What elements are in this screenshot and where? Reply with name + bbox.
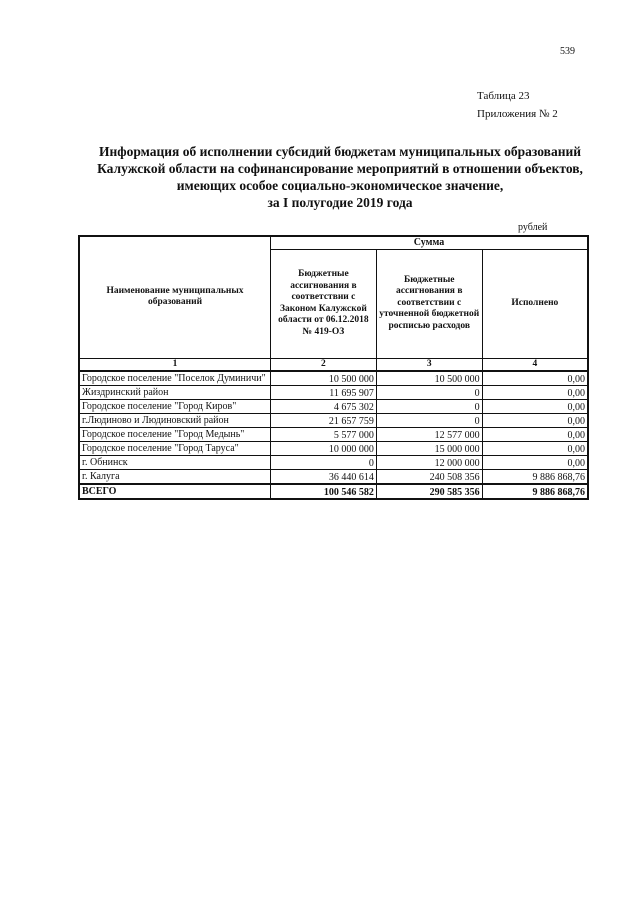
total-label: ВСЕГО (79, 484, 271, 499)
table-row (79, 442, 588, 456)
row-refined-value: 10 500 000 (376, 371, 482, 386)
title-line: за I полугодие 2019 года (267, 195, 413, 210)
table-row (79, 371, 588, 386)
total-law-value: 100 546 582 (271, 484, 377, 499)
table-row (79, 456, 588, 470)
row-name: Городское поселение "Поселок Думиничи" (79, 371, 271, 386)
appendix-reference: Приложения № 2 (477, 108, 558, 120)
row-name: Жиздринский район (79, 386, 271, 400)
total-row (79, 484, 588, 499)
row-refined-value: 12 577 000 (376, 428, 482, 442)
row-name: Городское поселение "Город Медынь" (79, 428, 271, 442)
row-executed-value: 0,00 (482, 400, 588, 414)
header-sum: Сумма (271, 236, 589, 249)
row-law-value: 4 675 302 (271, 400, 377, 414)
row-name: г. Обнинск (79, 456, 271, 470)
table-row (79, 428, 588, 442)
row-name: г. Калуга (79, 470, 271, 485)
table-row (79, 470, 588, 485)
row-executed-value: 0,00 (482, 371, 588, 386)
row-name: Городское поселение "Город Киров" (79, 400, 271, 414)
row-executed-value: 0,00 (482, 428, 588, 442)
title-line: Информация об исполнении субсидий бюджетам муниципальных образований (98, 144, 582, 159)
row-executed-value: 0,00 (482, 442, 588, 456)
header-refined-allocations: Бюджетные ассигнования в соответствии с уточненной бюджетной росписью расходов (376, 249, 482, 358)
row-executed-value: 0,00 (482, 414, 588, 428)
row-law-value: 10 000 000 (271, 442, 377, 456)
table-row (79, 386, 588, 400)
header-executed: Исполнено (482, 249, 588, 358)
page-number: 539 (560, 46, 575, 57)
title-line: Калужской области на софинансирование мероприятий в отношении объектов, (97, 161, 583, 176)
total-executed-value: 9 886 868,76 (482, 484, 588, 499)
row-law-value: 21 657 759 (271, 414, 377, 428)
header-name: Наименование муниципальных образований (79, 236, 271, 358)
row-law-value: 0 (271, 456, 377, 470)
table-row (79, 414, 588, 428)
title-line: имеющих особое социально-экономическое значение, (176, 178, 504, 193)
row-executed-value: 0,00 (482, 386, 588, 400)
row-refined-value: 15 000 000 (376, 442, 482, 456)
table-row (79, 400, 588, 414)
column-number: 1 (79, 358, 271, 371)
table-reference: Таблица 23 (477, 90, 530, 102)
row-name: г.Людиново и Людиновский район (79, 414, 271, 428)
row-refined-value: 240 508 356 (376, 470, 482, 485)
column-number: 2 (271, 358, 377, 371)
row-law-value: 5 577 000 (271, 428, 377, 442)
row-law-value: 36 440 614 (271, 470, 377, 485)
row-law-value: 10 500 000 (271, 371, 377, 386)
row-name: Городское поселение "Город Таруса" (79, 442, 271, 456)
document-title (60, 143, 620, 211)
total-refined-value: 290 585 356 (376, 484, 482, 499)
column-number: 3 (376, 358, 482, 371)
units-label: рублей (518, 222, 548, 233)
subsidy-table (78, 235, 589, 500)
row-refined-value: 0 (376, 386, 482, 400)
column-number: 4 (482, 358, 588, 371)
row-refined-value: 0 (376, 400, 482, 414)
row-refined-value: 12 000 000 (376, 456, 482, 470)
row-executed-value: 9 886 868,76 (482, 470, 588, 485)
row-law-value: 11 695 907 (271, 386, 377, 400)
row-refined-value: 0 (376, 414, 482, 428)
row-executed-value: 0,00 (482, 456, 588, 470)
header-law-allocations: Бюджетные ассигнования в соответствии с Законом Калужской области от 06.12.2018 № 419-ОЗ (271, 249, 377, 358)
